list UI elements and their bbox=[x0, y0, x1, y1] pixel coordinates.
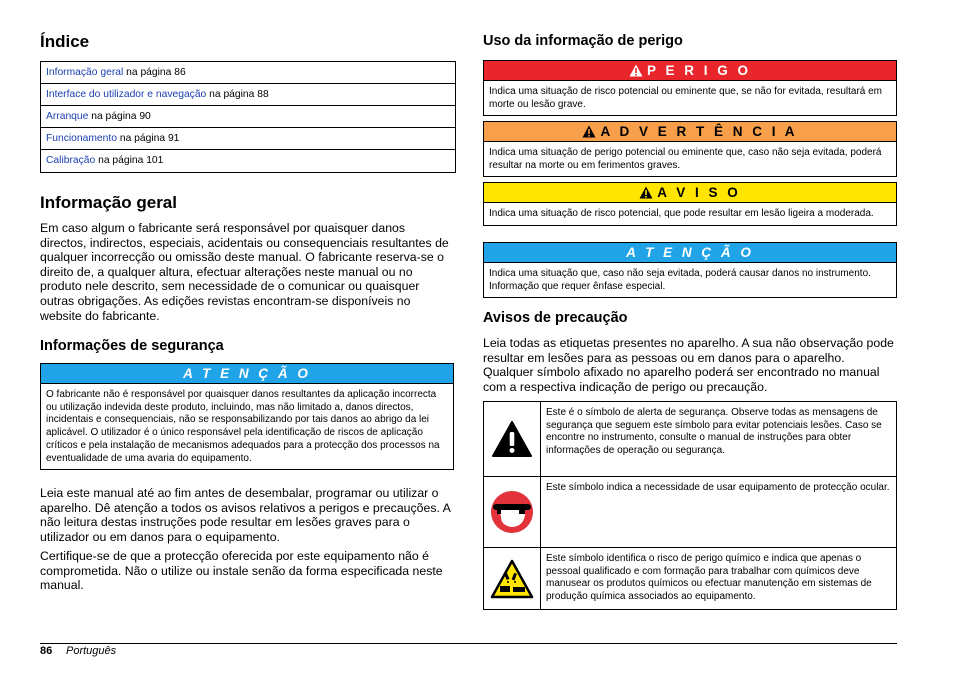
warning-triangle-icon bbox=[491, 420, 533, 458]
warning-triangle-icon bbox=[629, 64, 643, 77]
danger-header: P E R I G O bbox=[484, 61, 896, 81]
page-number: 86 bbox=[40, 645, 53, 657]
table-row bbox=[484, 477, 896, 548]
footer-language: Português bbox=[66, 645, 117, 657]
toc-link[interactable]: Interface do utilizador e navegação bbox=[46, 89, 207, 100]
warning-triangle-icon bbox=[639, 186, 653, 199]
toc-title: Índice bbox=[40, 32, 90, 51]
caution-text: O fabricante não é responsável por quaisquer danos resultantes da aplicação incorrecta ou utilização indevida deste produto, incluindo, mas não limitado a, danos directos, incidentais e consequenciais, não se responsabilizando por tais danos ao abrigo da lei aplicável. O utilizador é o único responsável pela identificação de riscos de aplicação críticos e pela instalação de mecanismos adequados para a protecção dos processos na eventualidade de uma avaria do equipamento. bbox=[46, 389, 440, 464]
attention-header: A T E N Ç Ã O bbox=[484, 243, 896, 263]
toc-link[interactable]: Funcionamento bbox=[46, 133, 117, 144]
toc-link[interactable]: Arranque bbox=[46, 111, 89, 122]
warning-text: Indica uma situação de perigo potencial ou eminente que, caso não seja evitada, poderá resultar na morte ou em ferimentos graves. bbox=[489, 147, 882, 171]
section-title-precaucao: Avisos de precaução bbox=[483, 310, 628, 326]
table-row bbox=[484, 402, 896, 477]
caution-header: A T E N Ç Ã O bbox=[41, 364, 453, 384]
chemical-hazard-icon bbox=[490, 559, 534, 599]
toc-entry[interactable]: Arranque na página 90 bbox=[41, 106, 455, 128]
symbol-description: Este é o símbolo de alerta de segurança. Observe todas as mensagens de segurança que seguem este símbolo para evitar potenciais lesões. Caso se encontre no instrumento, consulte o manual de instruções para obter informações de operação ou segurança. bbox=[546, 407, 882, 457]
toc-entry[interactable]: Funcionamento na página 91 bbox=[41, 128, 455, 150]
toc-entry[interactable]: Informação geral na página 86 bbox=[41, 62, 455, 84]
warning-box bbox=[483, 121, 897, 177]
danger-box bbox=[483, 60, 897, 116]
section-title-uso: Uso da informação de perigo bbox=[483, 33, 683, 49]
toc-entry[interactable]: Interface do utilizador e navegação na página 88 bbox=[41, 84, 455, 106]
eye-protection-icon bbox=[489, 489, 535, 535]
table-of-contents bbox=[40, 61, 456, 173]
paragraph-certifique: Certifique-se de que a protecção oferecida por este equipamento não é comprometida. Não o utilize ou instale senão da forma especificada neste manual. bbox=[40, 549, 443, 593]
section-title-info-geral: Informação geral bbox=[40, 193, 177, 212]
attention-box bbox=[483, 242, 897, 298]
toc-entry[interactable]: Calibração na página 101 bbox=[46, 155, 164, 166]
danger-text: Indica uma situação de risco potencial ou eminente que, se não for evitada, resultará em morte ou lesão grave. bbox=[489, 86, 883, 110]
footer-rule bbox=[40, 643, 897, 644]
section-title-seguranca: Informações de segurança bbox=[40, 338, 224, 354]
caution-box bbox=[40, 363, 454, 470]
symbol-description: Este símbolo identifica o risco de perigo químico e indica que apenas o pessoal qualificado e com formação para trabalhar com químicos deve manusear os produtos químicos ou efectuar manutenção em sistemas de produção química associados ao equipamento. bbox=[546, 553, 872, 603]
notice-box bbox=[483, 182, 897, 226]
notice-text: Indica uma situação de risco potencial, que pode resultar em lesão ligeira a moderada. bbox=[489, 208, 874, 219]
symbol-description: Este símbolo indica a necessidade de usar equipamento de protecção ocular. bbox=[546, 482, 890, 493]
paragraph-precaucao: Leia todas as etiquetas presentes no aparelho. A sua não observação pode resultar em lesões para as pessoas ou em danos para o aparelho. Qualquer símbolo afixado no aparelho poderá ser encontrado no manual com a respectiva indicação de perigo ou precaução. bbox=[483, 336, 894, 394]
symbols-table bbox=[483, 401, 897, 610]
toc-link[interactable]: Informação geral bbox=[46, 67, 124, 78]
paragraph-info-geral: Em caso algum o fabricante será responsável por quaisquer danos directos, indirectos, especiais, acidentais ou consequenciais resultantes de qualquer incorrecção ou omissão deste manual. O fabricante reserva-se o direito de, a qualquer altura, efectuar alterações neste manual ou no produto nele descrito, sem necessidade de o comunicar ou quaisquer outras obrigações. As edições revistas encontram-se disponíveis no website do fabricante. bbox=[40, 221, 449, 323]
warning-triangle-icon bbox=[582, 125, 596, 138]
toc-link[interactable]: Calibração bbox=[46, 155, 96, 166]
warning-header: A D V E R T Ê N C I A bbox=[484, 122, 896, 142]
notice-header: A V I S O bbox=[484, 183, 896, 203]
paragraph-leia: Leia este manual até ao fim antes de desembalar, programar ou utilizar o aparelho. Dê atenção a todos os avisos relativos a perigos e precauções. A não leitura destas instruções pode resultar em lesões graves para o utilizador ou em danos para o equipamento. bbox=[40, 486, 451, 544]
table-row bbox=[484, 548, 896, 609]
attention-text: Indica uma situação que, caso não seja evitada, poderá causar danos no instrumento. Informação que requer ênfase especial. bbox=[489, 268, 871, 292]
